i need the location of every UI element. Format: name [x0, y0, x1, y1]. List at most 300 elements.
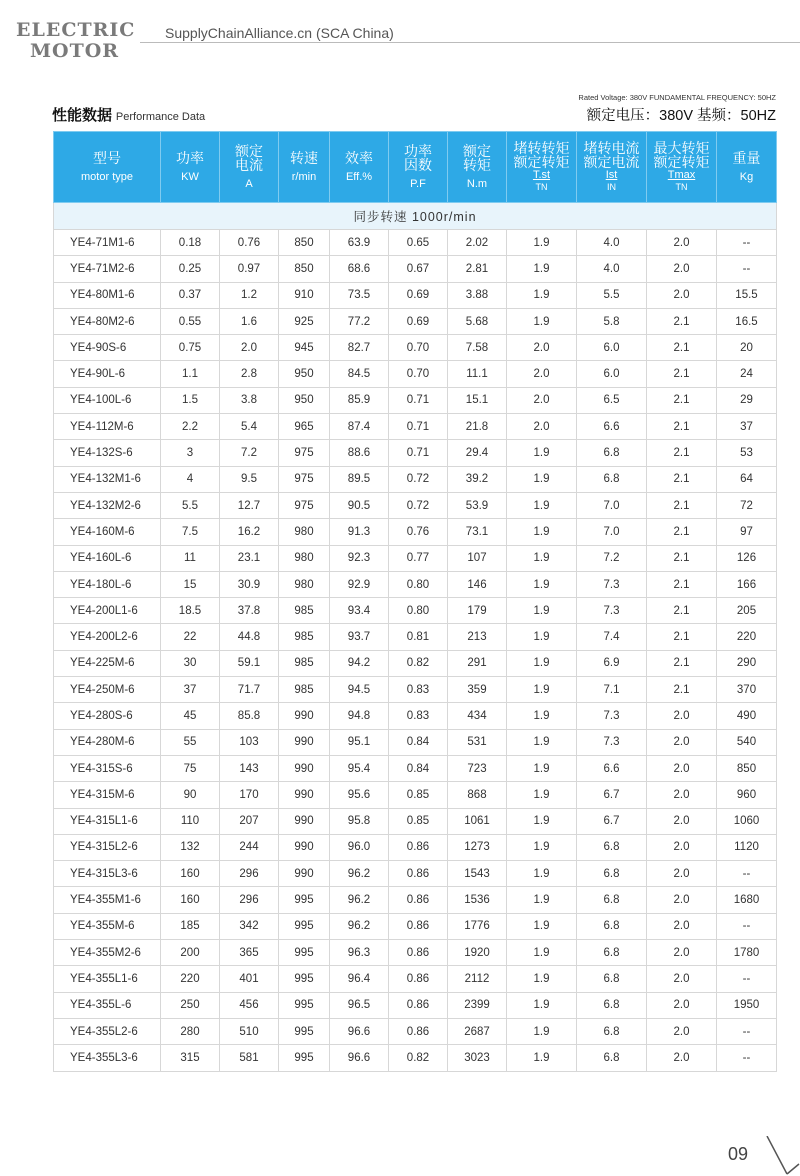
- column-header: [577, 132, 647, 203]
- table-cell: 980: [279, 545, 330, 571]
- table-cell: 0.80: [389, 571, 448, 597]
- table-cell: 1.9: [507, 808, 577, 834]
- table-cell: 93.4: [330, 598, 389, 624]
- table-cell: 16.2: [220, 519, 279, 545]
- motor-model-cell: YE4-315L1-6: [54, 808, 161, 834]
- table-cell: 990: [279, 782, 330, 808]
- table-cell: 2.2: [161, 414, 220, 440]
- motor-model-cell: YE4-315L2-6: [54, 834, 161, 860]
- table-cell: 1.9: [507, 598, 577, 624]
- motor-model-cell: YE4-355M2-6: [54, 940, 161, 966]
- table-cell: 96.4: [330, 966, 389, 992]
- table-cell: 1543: [448, 861, 507, 887]
- table-cell: 7.0: [577, 519, 647, 545]
- column-header: [647, 132, 717, 203]
- table-cell: 170: [220, 782, 279, 808]
- table-cell: 9.5: [220, 466, 279, 492]
- table-cell: 0.69: [389, 282, 448, 308]
- motor-model-cell: YE4-71M2-6: [54, 256, 161, 282]
- column-header-cn: 转速: [290, 149, 318, 166]
- table-cell: 1.9: [507, 440, 577, 466]
- table-cell: 2.0: [647, 887, 717, 913]
- table-cell: 296: [220, 861, 279, 887]
- column-header: [507, 132, 577, 203]
- table-cell: 1.9: [507, 571, 577, 597]
- table-cell: 92.3: [330, 545, 389, 571]
- table-cell: 90.5: [330, 492, 389, 518]
- table-cell: 0.71: [389, 387, 448, 413]
- column-header-en: Kg: [739, 170, 754, 183]
- table-cell: 0.85: [389, 808, 448, 834]
- table-cell: 146: [448, 571, 507, 597]
- table-cell: 1.9: [507, 466, 577, 492]
- table-cell: 1.9: [507, 308, 577, 334]
- motor-model-cell: YE4-355L-6: [54, 992, 161, 1018]
- table-cell: 2.0: [507, 361, 577, 387]
- table-cell: 85.9: [330, 387, 389, 413]
- table-cell: 0.82: [389, 1045, 448, 1071]
- table-cell: 370: [717, 677, 777, 703]
- table-cell: 55: [161, 729, 220, 755]
- column-header-en: N.m: [466, 177, 488, 190]
- table-row: [54, 545, 777, 571]
- motor-model-cell: YE4-132S-6: [54, 440, 161, 466]
- table-cell: 2.81: [448, 256, 507, 282]
- motor-model-cell: YE4-355L2-6: [54, 1018, 161, 1044]
- table-cell: 89.5: [330, 466, 389, 492]
- header-divider: [140, 42, 800, 43]
- section-title-cn: 性能数据: [52, 107, 113, 124]
- table-cell: 359: [448, 677, 507, 703]
- table-cell: 965: [279, 414, 330, 440]
- table-cell: 90: [161, 782, 220, 808]
- table-cell: 2.0: [220, 335, 279, 361]
- column-header-en: Eff.%: [345, 170, 373, 183]
- table-cell: 2.1: [647, 545, 717, 571]
- column-header: [161, 132, 220, 203]
- column-header-en: KW: [181, 170, 199, 183]
- table-cell: 71.7: [220, 677, 279, 703]
- table-cell: 7.2: [577, 545, 647, 571]
- table-cell: 975: [279, 466, 330, 492]
- table-cell: 6.8: [577, 966, 647, 992]
- table-cell: 205: [717, 598, 777, 624]
- motor-model-cell: YE4-180L-6: [54, 571, 161, 597]
- table-cell: 1.9: [507, 519, 577, 545]
- table-cell: 7.3: [577, 703, 647, 729]
- table-cell: 2.0: [647, 808, 717, 834]
- table-cell: 87.4: [330, 414, 389, 440]
- motor-model-cell: YE4-315L3-6: [54, 861, 161, 887]
- rated-voltage-cn: 额定电压：380V 基频：50HZ: [586, 108, 776, 124]
- table-cell: 220: [717, 624, 777, 650]
- table-cell: 94.8: [330, 703, 389, 729]
- ratio-numerator: Tmax: [667, 169, 696, 181]
- table-cell: 20: [717, 335, 777, 361]
- table-cell: 540: [717, 729, 777, 755]
- column-header-cn: 额定电流: [583, 154, 640, 170]
- table-cell: 1.9: [507, 282, 577, 308]
- table-cell: 291: [448, 650, 507, 676]
- table-row: [54, 624, 777, 650]
- table-cell: 94.2: [330, 650, 389, 676]
- table-cell: 2.0: [507, 414, 577, 440]
- table-cell: 11: [161, 545, 220, 571]
- table-cell: 1.9: [507, 545, 577, 571]
- table-cell: 7.2: [220, 440, 279, 466]
- table-cell: 510: [220, 1018, 279, 1044]
- table-cell: 365: [220, 940, 279, 966]
- table-cell: 2.0: [507, 335, 577, 361]
- table-cell: 3: [161, 440, 220, 466]
- table-cell: 94.5: [330, 677, 389, 703]
- table-cell: 2.0: [647, 230, 717, 256]
- table-cell: 0.85: [389, 782, 448, 808]
- table-cell: 73.5: [330, 282, 389, 308]
- page-corner-decoration: [765, 1136, 800, 1176]
- table-cell: 3023: [448, 1045, 507, 1071]
- column-header: [717, 132, 777, 203]
- table-cell: --: [717, 230, 777, 256]
- table-cell: 2112: [448, 966, 507, 992]
- table-cell: 207: [220, 808, 279, 834]
- table-cell: 980: [279, 571, 330, 597]
- motor-model-cell: YE4-280S-6: [54, 703, 161, 729]
- table-cell: 995: [279, 992, 330, 1018]
- table-cell: 5.5: [161, 492, 220, 518]
- table-cell: 39.2: [448, 466, 507, 492]
- table-cell: 995: [279, 913, 330, 939]
- table-cell: 63.9: [330, 230, 389, 256]
- section-title: [52, 104, 205, 125]
- table-cell: 985: [279, 677, 330, 703]
- motor-model-cell: YE4-132M1-6: [54, 466, 161, 492]
- table-cell: 1920: [448, 940, 507, 966]
- table-cell: 910: [279, 282, 330, 308]
- column-header-en: r/min: [291, 170, 317, 183]
- column-header-cn: 额定转矩: [513, 154, 570, 170]
- table-cell: 21.8: [448, 414, 507, 440]
- table-cell: 0.72: [389, 492, 448, 518]
- table-cell: 77.2: [330, 308, 389, 334]
- table-cell: 1.9: [507, 913, 577, 939]
- table-cell: 6.8: [577, 887, 647, 913]
- table-cell: 107: [448, 545, 507, 571]
- table-cell: 6.0: [577, 361, 647, 387]
- table-cell: 0.83: [389, 703, 448, 729]
- motor-model-cell: YE4-112M-6: [54, 414, 161, 440]
- table-cell: 2.1: [647, 677, 717, 703]
- table-cell: 0.70: [389, 361, 448, 387]
- table-cell: 68.6: [330, 256, 389, 282]
- motor-model-cell: YE4-200L2-6: [54, 624, 161, 650]
- column-header: [389, 132, 448, 203]
- table-cell: 2.0: [647, 729, 717, 755]
- table-cell: 95.4: [330, 755, 389, 781]
- table-cell: 160: [161, 887, 220, 913]
- table-cell: 15.1: [448, 387, 507, 413]
- table-cell: 2687: [448, 1018, 507, 1044]
- table-cell: 24: [717, 361, 777, 387]
- table-cell: 6.8: [577, 1045, 647, 1071]
- page-number: 09: [728, 1144, 749, 1164]
- table-cell: 0.71: [389, 414, 448, 440]
- table-cell: 1.9: [507, 1018, 577, 1044]
- table-cell: 96.6: [330, 1018, 389, 1044]
- table-cell: 103: [220, 729, 279, 755]
- table-cell: 0.86: [389, 992, 448, 1018]
- motor-model-cell: YE4-160M-6: [54, 519, 161, 545]
- column-header-cn: 最大转矩: [653, 140, 710, 156]
- table-cell: 6.8: [577, 466, 647, 492]
- table-row: [54, 834, 777, 860]
- sync-speed-label: 同步转速 1000r/min: [54, 203, 777, 230]
- table-cell: 6.0: [577, 335, 647, 361]
- table-cell: 2.1: [647, 519, 717, 545]
- table-cell: 985: [279, 650, 330, 676]
- table-cell: 0.72: [389, 466, 448, 492]
- table-cell: 5.5: [577, 282, 647, 308]
- brand-line-1: ELECTRIC: [16, 19, 136, 41]
- brand-logo: [16, 19, 136, 62]
- table-cell: 6.8: [577, 940, 647, 966]
- table-cell: 200: [161, 940, 220, 966]
- motor-model-cell: YE4-280M-6: [54, 729, 161, 755]
- motor-model-cell: YE4-315S-6: [54, 755, 161, 781]
- column-header-cn: 重量: [732, 149, 761, 166]
- table-cell: 995: [279, 1045, 330, 1071]
- table-cell: 950: [279, 361, 330, 387]
- table-cell: 3.8: [220, 387, 279, 413]
- table-cell: 45: [161, 703, 220, 729]
- table-cell: 110: [161, 808, 220, 834]
- table-cell: 2399: [448, 992, 507, 1018]
- table-cell: 0.86: [389, 1018, 448, 1044]
- table-cell: 250: [161, 992, 220, 1018]
- table-cell: 0.84: [389, 729, 448, 755]
- table-header-row: [54, 132, 777, 203]
- table-cell: 82.7: [330, 335, 389, 361]
- motor-model-cell: YE4-355L1-6: [54, 966, 161, 992]
- motor-model-cell: YE4-160L-6: [54, 545, 161, 571]
- table-cell: 1.9: [507, 230, 577, 256]
- table-cell: 160: [161, 861, 220, 887]
- table-cell: 2.0: [647, 966, 717, 992]
- table-cell: 2.1: [647, 492, 717, 518]
- table-cell: 850: [717, 755, 777, 781]
- table-cell: 296: [220, 887, 279, 913]
- motor-model-cell: YE4-90S-6: [54, 335, 161, 361]
- table-cell: 2.0: [647, 755, 717, 781]
- table-cell: 1.2: [220, 282, 279, 308]
- motor-model-cell: YE4-100L-6: [54, 387, 161, 413]
- table-cell: 0.86: [389, 940, 448, 966]
- table-row: [54, 308, 777, 334]
- column-header-cn: 效率: [345, 149, 373, 166]
- table-cell: 91.3: [330, 519, 389, 545]
- table-cell: 96.3: [330, 940, 389, 966]
- table-cell: 1.9: [507, 834, 577, 860]
- table-row: [54, 940, 777, 966]
- table-cell: 0.86: [389, 966, 448, 992]
- table-cell: 53: [717, 440, 777, 466]
- table-cell: 96.0: [330, 834, 389, 860]
- table-row: [54, 755, 777, 781]
- table-cell: 2.0: [647, 256, 717, 282]
- table-cell: 44.8: [220, 624, 279, 650]
- column-header: [330, 132, 389, 203]
- table-row: [54, 1045, 777, 1071]
- table-cell: 1.9: [507, 703, 577, 729]
- table-cell: 2.1: [647, 624, 717, 650]
- table-cell: 1.9: [507, 729, 577, 755]
- table-cell: 95.8: [330, 808, 389, 834]
- table-cell: 1680: [717, 887, 777, 913]
- table-cell: 93.7: [330, 624, 389, 650]
- table-cell: 37.8: [220, 598, 279, 624]
- table-cell: 96.2: [330, 861, 389, 887]
- table-cell: --: [717, 1045, 777, 1071]
- table-cell: 0.69: [389, 308, 448, 334]
- column-header-cn: 堵转转矩: [513, 140, 570, 156]
- table-cell: 1.9: [507, 966, 577, 992]
- table-cell: 925: [279, 308, 330, 334]
- table-cell: 990: [279, 861, 330, 887]
- table-cell: 990: [279, 729, 330, 755]
- table-cell: 185: [161, 913, 220, 939]
- table-cell: 1.9: [507, 755, 577, 781]
- table-cell: 1120: [717, 834, 777, 860]
- table-cell: 7.58: [448, 335, 507, 361]
- table-row: [54, 361, 777, 387]
- table-row: [54, 1018, 777, 1044]
- table-cell: 990: [279, 703, 330, 729]
- table-cell: 6.8: [577, 913, 647, 939]
- table-cell: --: [717, 913, 777, 939]
- motor-model-cell: YE4-200L1-6: [54, 598, 161, 624]
- table-cell: 15.5: [717, 282, 777, 308]
- table-cell: 2.0: [647, 1018, 717, 1044]
- table-cell: 85.8: [220, 703, 279, 729]
- table-cell: 1.9: [507, 940, 577, 966]
- column-header-cn: 型号: [93, 149, 121, 166]
- table-row: [54, 913, 777, 939]
- table-cell: 280: [161, 1018, 220, 1044]
- table-cell: 1.9: [507, 887, 577, 913]
- table-cell: 6.8: [577, 992, 647, 1018]
- table-cell: 1061: [448, 808, 507, 834]
- table-cell: 342: [220, 913, 279, 939]
- table-cell: 11.1: [448, 361, 507, 387]
- table-row: [54, 414, 777, 440]
- table-cell: 850: [279, 256, 330, 282]
- table-row: [54, 966, 777, 992]
- table-cell: 401: [220, 966, 279, 992]
- column-header-cn: 功率因数: [404, 142, 432, 173]
- table-cell: 1776: [448, 913, 507, 939]
- table-cell: 2.0: [647, 782, 717, 808]
- table-cell: 84.5: [330, 361, 389, 387]
- table-cell: 1060: [717, 808, 777, 834]
- table-cell: 0.65: [389, 230, 448, 256]
- table-cell: 6.8: [577, 861, 647, 887]
- table-cell: 64: [717, 466, 777, 492]
- motor-model-cell: YE4-225M-6: [54, 650, 161, 676]
- table-cell: 1273: [448, 834, 507, 860]
- table-cell: 0.18: [161, 230, 220, 256]
- ratio-denominator: IN: [607, 182, 616, 192]
- table-cell: 7.4: [577, 624, 647, 650]
- table-cell: 0.37: [161, 282, 220, 308]
- table-cell: 88.6: [330, 440, 389, 466]
- table-row: [54, 335, 777, 361]
- table-cell: 2.0: [647, 940, 717, 966]
- table-cell: 2.1: [647, 387, 717, 413]
- table-cell: 0.86: [389, 834, 448, 860]
- table-cell: 1.9: [507, 677, 577, 703]
- column-header: [279, 132, 330, 203]
- table-cell: 179: [448, 598, 507, 624]
- table-cell: 490: [717, 703, 777, 729]
- site-name: SupplyChainAlliance.cn (SCA China): [165, 25, 394, 41]
- column-header: [448, 132, 507, 203]
- table-cell: 1.1: [161, 361, 220, 387]
- table-cell: 97: [717, 519, 777, 545]
- motor-model-cell: YE4-71M1-6: [54, 230, 161, 256]
- table-cell: 37: [161, 677, 220, 703]
- table-cell: 2.0: [647, 861, 717, 887]
- table-cell: 1780: [717, 940, 777, 966]
- table-cell: 0.86: [389, 887, 448, 913]
- table-cell: 7.3: [577, 598, 647, 624]
- table-cell: 96.6: [330, 1045, 389, 1071]
- table-cell: 96.2: [330, 913, 389, 939]
- table-cell: 1.9: [507, 650, 577, 676]
- table-cell: 975: [279, 440, 330, 466]
- table-cell: 72: [717, 492, 777, 518]
- table-cell: 0.97: [220, 256, 279, 282]
- table-cell: 1.9: [507, 861, 577, 887]
- table-cell: 0.25: [161, 256, 220, 282]
- table-cell: 985: [279, 624, 330, 650]
- section-title-en: Performance Data: [115, 111, 206, 123]
- performance-table: [53, 131, 777, 1072]
- table-cell: 945: [279, 335, 330, 361]
- table-cell: 244: [220, 834, 279, 860]
- table-cell: 0.82: [389, 650, 448, 676]
- table-cell: 0.86: [389, 861, 448, 887]
- column-header-en: motor type: [81, 170, 133, 183]
- column-header-cn: 额定转矩: [653, 154, 710, 170]
- column-header-cn: 功率: [176, 149, 204, 166]
- table-cell: 95.6: [330, 782, 389, 808]
- table-cell: 96.5: [330, 992, 389, 1018]
- table-cell: 7.3: [577, 729, 647, 755]
- motor-model-cell: YE4-355M1-6: [54, 887, 161, 913]
- table-cell: 0.77: [389, 545, 448, 571]
- table-cell: 850: [279, 230, 330, 256]
- table-cell: 126: [717, 545, 777, 571]
- brand-line-2: MOTOR: [30, 40, 120, 62]
- table-cell: 975: [279, 492, 330, 518]
- table-row: [54, 703, 777, 729]
- table-cell: 2.0: [647, 282, 717, 308]
- table-cell: 0.84: [389, 755, 448, 781]
- table-cell: 990: [279, 808, 330, 834]
- table-row: [54, 861, 777, 887]
- table-cell: 1.5: [161, 387, 220, 413]
- table-cell: 290: [717, 650, 777, 676]
